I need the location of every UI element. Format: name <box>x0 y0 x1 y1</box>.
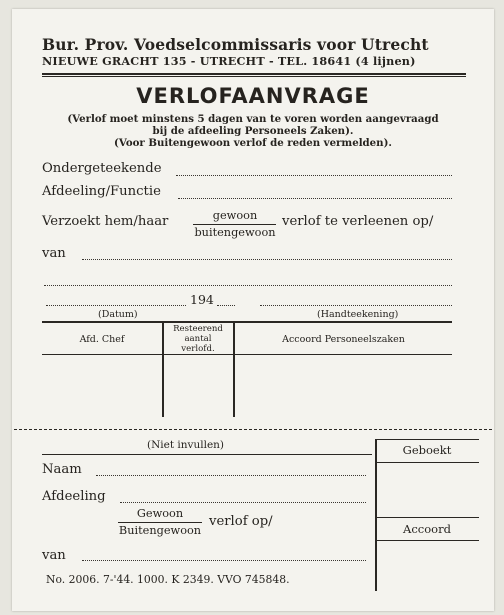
table-header-dept-chief: Afd. Chef <box>79 334 125 345</box>
office-department-label: Afdeeling <box>42 489 106 504</box>
organization-name: Bur. Prov. Voedselcommissaris voor Utrecht <box>42 35 429 54</box>
tear-off-line <box>14 429 492 430</box>
signature-caption: (Handteekening) <box>317 309 399 320</box>
booked-label: Geboekt <box>402 443 452 457</box>
year-prefix: 194 <box>190 292 214 307</box>
signature-field[interactable] <box>260 305 452 306</box>
table-header-rule <box>42 354 452 355</box>
organization-address: NIEUWE GRACHT 135 - UTRECHT - TEL. 18641 (4 lijnen) <box>42 54 416 68</box>
requests-label: Verzoekt hem/haar <box>42 214 169 229</box>
year-field[interactable] <box>217 305 235 306</box>
from-label: van <box>42 246 66 261</box>
approved-box[interactable] <box>378 543 476 589</box>
table-header-remaining <box>163 324 233 354</box>
office-name-label: Naam <box>42 462 82 477</box>
leave-fraction-line <box>193 224 276 225</box>
office-leave-fraction-line <box>118 522 202 523</box>
department-function-field[interactable] <box>178 198 452 199</box>
instruction-line-1: (Verlof moet minstens 5 dagen van te voren worden aangevraagd <box>67 113 439 125</box>
undersigned-label: Ondergeteekende <box>42 161 162 176</box>
print-code: No. 2006. 7-'44. 1000. K 2349. VVO 745848. <box>46 573 290 586</box>
approved-label: Accoord <box>403 522 451 536</box>
office-section-rule <box>42 454 372 455</box>
remaining-cell[interactable] <box>165 357 231 415</box>
approved-box-divider <box>375 540 479 541</box>
extra-field[interactable] <box>44 285 452 286</box>
leave-extraordinary-option[interactable]: buitengewoon <box>194 226 276 239</box>
office-from-label: van <box>42 548 66 563</box>
header-rule-bottom <box>42 76 466 77</box>
leave-suffix-label: verlof te verleenen op/ <box>282 214 434 229</box>
hr-approval-cell[interactable] <box>236 357 450 415</box>
table-header-hr-approval: Accoord Personeelszaken <box>282 334 405 345</box>
leave-ordinary-option[interactable]: gewoon <box>212 209 258 222</box>
office-leave-ordinary-option[interactable]: Gewoon <box>136 507 184 520</box>
office-name-field[interactable] <box>96 475 366 476</box>
booked-box[interactable] <box>378 465 476 515</box>
office-leave-extraordinary-option[interactable]: Buitengewoon <box>118 524 202 537</box>
office-department-field[interactable] <box>120 502 366 503</box>
header-rule-top <box>42 73 466 75</box>
office-leave-suffix-label: verlof op/ <box>209 514 273 529</box>
office-from-field[interactable] <box>82 560 366 561</box>
instruction-line-3: (Voor Buitengewoon verlof de reden vermelden). <box>114 137 392 149</box>
date-caption: (Datum) <box>98 309 138 320</box>
undersigned-field[interactable] <box>176 175 452 176</box>
approved-box-top <box>375 517 479 518</box>
remaining-line-3: verlofd. <box>181 344 215 354</box>
date-field[interactable] <box>46 305 186 306</box>
booked-box-top <box>375 439 479 440</box>
form-title: VERLOFAANVRAGE <box>136 84 370 108</box>
booked-box-divider <box>375 462 479 463</box>
dept-chief-cell[interactable] <box>44 357 160 415</box>
instruction-line-2: bij de afdeeling Personeels Zaken). <box>152 125 354 137</box>
department-function-label: Afdeeling/Functie <box>42 184 161 199</box>
form-paper <box>12 9 494 611</box>
table-top-rule <box>42 321 452 323</box>
remaining-line-2: aantal <box>184 334 212 344</box>
remaining-line-1: Resteerend <box>173 324 223 334</box>
do-not-fill-note: (Niet invullen) <box>147 439 225 451</box>
from-field[interactable] <box>82 259 452 260</box>
